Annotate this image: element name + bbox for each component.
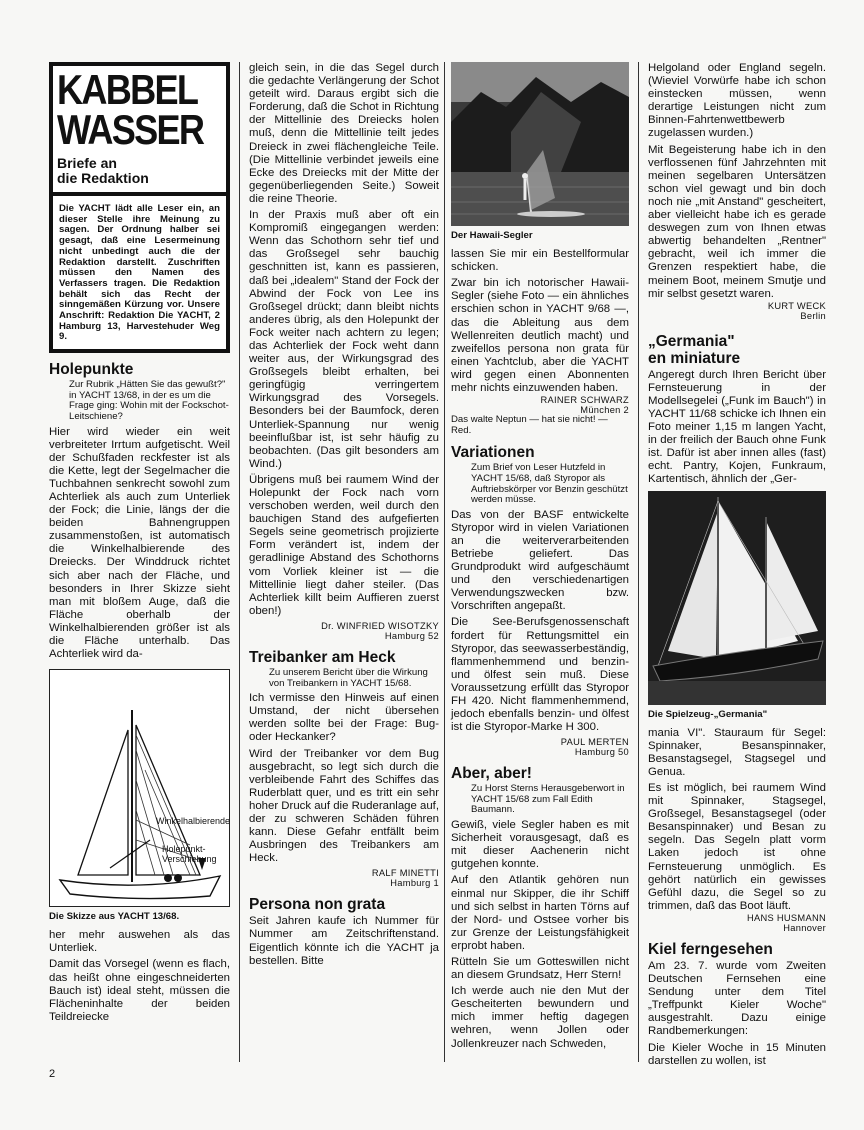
signature-treibanker [249,868,439,888]
intro-treibanker: Zu unserem Bericht über die Wirkung von Treibankern in YACHT 15/68. [269,666,428,689]
masthead-subtitle-1: Briefe an [57,155,117,171]
body-treibanker-2: Wird der Treibanker vor dem Bug ausgebracht, so legt sich durch die verbleibende Fahrt des Schiffes das Ruderblatt quer, und es tritt ein sehr hoher Druck auf die Ruderanlage auf, der zu schweren Schäden führen kann. Diese Gefahr entfällt beim Ausbringen des Treibankers am Heck. [249,747,439,865]
body-holepunkte-5: In der Praxis muß aber oft ein Kompromiß eingegangen werden: Wenn das Schothorn sehr tief und das Großsegel sehr bauchig geschnitten ist, kann es passieren, daß bei „idealem" Stand der Fock der Abwind der Fock von Lee ins Großsegel drückt; dann bleibt nichts anderes übrig, als den Holepunkt der Fock weiter nach achtern zu legen; das Achterliek der Fock weht dann weiter aus, der Wirkungsgrad des Großsegels bleibt erhalten, bei geringfügig verringertem Wirkungsgrad des Vorsegels. Besonders bei der Baumfock, deren Unterliek-Spannung nur wenig beeinflußbar ist, ist sehr häufig zu beobachten. (Das gilt besonders am Wind.) [249,209,439,470]
body-persona-1: Seit Jahren kaufe ich Nummer für Nummer am Zeitschriftenstand. Eigentlich könnte ich die YACHT ja bestellen. Bitte [249,915,439,967]
author-name: PAUL MERTEN [560,737,629,748]
body-treibanker-1: Ich vermisse den Hinweis auf einen Umstand, der nicht übersehen werden sollte bei der Frage: Bug- oder Heckanker? [249,692,439,744]
column-2 [249,62,439,971]
body-aber-4: Ich werde auch nie den Mut der Gescheiterten bewundern und mich immer heftig dagegen wehren, wenn Jollen oder Jollenkreuzer nach Schweden, [451,985,629,1050]
author-city: München 2 [580,405,629,416]
sketch-label-shift: Holepunkt-Verschiebung [162,844,217,865]
photo-hawaii-sailer [451,62,629,226]
body-aber-2: Auf den Atlantik gehören nun einmal nur Skipper, die ihr Schiff und sich selbst in harten Törns auf der Nord- und Ostsee vorher bis zur Grenze der Leistungsfähigkeit erprobt haben. [451,874,629,952]
body-persona-2: lassen Sie mir ein Bestellformular schicken. [451,248,629,274]
body-kiel-1: Am 23. 7. wurde vom Zweiten Deutschen Fernsehen eine Sendung unter dem Titel „Treffpunkt Kieler Woche" ausgestrahlt. Dazu einige Randbemerkungen: [648,959,826,1038]
editorial-notice: Die YACHT lädt alle Leser ein, an dieser Stelle ihre Meinung zu sagen. Der Ordnung halber sei gesagt, daß eine Lesermeinung nicht unbedingt auch die der Redaktion darstellt. Zuschriften müssen den Namen des Verfassers tragen. Die Redaktion behält sich das Recht der sinngemäßen Kürzung vor. Unsere Anschrift: Redaktion Die YACHT, 2 Hamburg 13, Harvestehuder Weg 9. [49,196,230,353]
author-name: HANS HUSMANN [746,912,826,923]
signature-germania [648,913,826,933]
caption-hawaii-photo: Der Hawaii-Segler [451,230,533,241]
body-holepunkte-4: gleich sein, in die das Segel durch die gedachte Verlängerung der Schot geteilt wird. Daraus ergibt sich die Forderung, daß die Schot in Richtung der Mittellinie des Dreiecks holen muß, denn die Mittellinie teilt jedes Dreieck in zwei flächengleiche Teile. (Die Mittellinie verbindet jeweils eine Ecke des Dreiecks mit der Mitte der gegenüberliegenden Seite.) Soweit die reine Theorie. [249,62,439,205]
body-persona-3: Zwar bin ich notorischer Hawaii-Segler (siehe Foto — ein ähnliches erschien schon in YACHT 9/68 —, das die Ableitung aus dem Wellenreiten deutlich macht) und zweifellos persona non grata für einen Yachtclub, aber die YACHT wird gegen einen Abonnenten mehr nichts einzuwenden haben. [451,277,629,395]
photo-hawaii-sailer-image [451,62,629,226]
sail-sketch [49,669,230,907]
heading-kiel: Kiel ferngesehen [648,940,773,958]
editor-note: Das walte Neptun — hat sie nicht! — Red. [451,414,608,436]
author-name: KURT WECK [767,300,826,311]
masthead [49,62,230,196]
masthead-title-2: WASSER [57,106,204,153]
masthead-subtitle-2: die Redaktion [57,170,149,186]
photo-germania-model-image [648,491,826,705]
column-3 [451,62,629,1054]
author-city: Berlin [800,310,826,321]
heading-holepunkte: Holepunkte [49,361,134,379]
heading-persona: Persona non grata [249,896,386,914]
column-1 [49,62,230,1027]
author-name: Dr. WINFRIED WISOTZKY [321,620,439,631]
author-city: Hamburg 50 [574,747,629,758]
body-aber-5: Helgoland oder England segeln. (Wieviel Vorwürfe habe ich schon einstecken müssen, wenn derartige Leistungen nicht zum Binnen-Fahrtenwettbewerb zugelassen wurden.) [648,62,826,140]
signature-aber [648,301,826,321]
signature-holepunkte [249,621,439,641]
body-kiel-2: Die Kieler Woche in 15 Minuten darstellen zu wollen, ist [648,1041,826,1067]
body-holepunkte-1: Hier wird wieder ein weit verbreiteter Irrtum aufgetischt. Weil der Schußfaden reckfester ist als die Kette, legt der Segelmacher die Tuchbahnen senkrecht sowohl zum Achterliek als auch zum Unterliek der Fock; die Linie, längs der die beiden Bahnengruppen zusammenstoßen, ist automatisch die Winkelhalbierende des Dreiecks. Der Winddruck richtet sich aber nach der Fläche, und besonders in Ihrer Skizze sieht man mit bloßem Auge, daß die Fläche oberhalb der Winkelhalbierenden größer ist als die Fläche unterhalb. Das Achterliek wird da- [49,425,230,661]
column-4 [648,62,826,1071]
caption-germania-photo: Die Spielzeug-„Germania" [648,708,768,720]
page-number: 2 [49,1068,56,1080]
author-city: Hamburg 52 [384,630,439,641]
heading-aber: Aber, aber! [451,765,532,783]
signature-persona [451,395,629,415]
intro-aber: Zu Horst Sterns Herausgeberwort in YACHT 15/68 zum Fall Edith Baumann. [471,783,625,816]
sketch-label-bisector: Winkelhalbierende [156,816,231,827]
masthead-title-1: KABBEL [57,66,198,113]
heading-germania-1: „Germania" [648,332,735,350]
body-germania-3: Es ist möglich, bei raumem Wind mit Spinnaker, Stagsegel, Großsegel, Besanstagsegel (oder Besanspinnaker) und Besan zu segeln. Das Segeln platt vorm Laken jedoch ist ohne Fernsteuerung unmöglich. Es gehört natürlich ein gewisses Gefühl dazu, die Segel so zu trimmen, daß das Boot läuft. [648,782,826,912]
sail-sketch-drawing [50,670,229,906]
body-holepunkte-2: her mehr auswehen als das Unterliek. [49,929,230,955]
heading-treibanker: Treibanker am Heck [249,648,396,666]
column-rule [239,62,240,1062]
body-holepunkte-3: Damit das Vorsegel (wenn es flach, das heißt ohne eingeschneiderten Bauch ist) ideal steht, müssen die Flächeninhalte der beiden Teildreiecke [49,958,230,1023]
author-city: Hamburg 1 [390,878,439,889]
body-aber-6: Mit Begeisterung habe ich in den verflossenen fünf Jahrzehnten mit meinen segelbaren Untersätzen schon viel gewagt und bin doch noch nie „mit Anstand" gescheitert, aber vielleicht habe ich es gerade deswegen zum von Ihnen etwas abwertig behandelten „Rentner" gebracht, weil ich immer die Grenzen respektiert habe, die meinem Boot, meinem Smutje und mir selbst gesetzt waren. [648,143,826,300]
signature-variationen [451,737,629,757]
body-variationen-2: Die See-Berufsgenossenschaft fordert für Rettungsmittel ein Styropor, das seewasserbeständig, flammenhemmend und benzin- und ölfest sein muß. Diese Voraussetzung erfüllt das Styropor FH 420. Nicht flammenhemmend, jedoch ebenfalls benzin- und ölfest ist die Styropor-Marke H 300. [451,616,629,734]
author-city: Hannover [783,922,826,933]
heading-variationen: Variationen [451,444,535,462]
body-aber-1: Gewiß, viele Segler haben es mit Sicherheit vorausgesagt, daß es mit dieser Aachenerin nicht gutgehen konnte. [451,819,629,871]
author-name: RAINER SCHWARZ [540,395,629,406]
author-name: RALF MINETTI [371,868,439,879]
body-holepunkte-6: Übrigens muß bei raumem Wind der Holepunkt der Fock nach vorn verschoben werden, weil durch den bauchigen Stand des aufgefierten Segels seine geometrisch projizierte Form verändert ist, indem der geradlinige Abstand des Schothorns vom Vorliek kleiner ist — die Mittellinie liegt daher steiler. (Das Achterliek killt beim Auffieren zuerst oben!) [249,473,439,617]
body-aber-3: Rütteln Sie um Gotteswillen nicht an diesem Grundsatz, Herr Stern! [451,956,629,982]
body-variationen-1: Das von der BASF entwickelte Styropor wird in vielen Variationen an die weiterverarbeitenden Betriebe geliefert. Das Grundprodukt wird aufgeschäumt und den verschiedenartigen Verwendungszwecken bzw. Vorschriften angepaßt. [451,508,629,613]
caption-sketch: Die Skizze aus YACHT 13/68. [49,911,180,923]
column-rule [638,62,639,1062]
photo-germania-model [648,491,826,705]
column-rule [444,62,445,1062]
heading-germania-2: en miniature [648,349,741,367]
body-germania-2: mania VI". Stauraum für Segel: Spinnaker, Besanspinnaker, Besanstagsegel, Stagsegel und Genua. [648,726,826,778]
body-germania-1: Angeregt durch Ihren Bericht über Fernsteuerung in der Modellsegelei („Funk im Bauch") in YACHT 11/68 schicke ich Ihnen ein Foto meiner 1,15 m langen Yacht, in der freilich der Bauch ohne Funk ist. Dafür ist aber innen alles (fast) echt. Pantry, Kojen, Funkraum, Kartentisch, ähnlich der „Ger- [648,368,826,486]
intro-holepunkte: Zur Rubrik „Hätten Sie das gewußt?" in YACHT 13/68, in der es um die Frage ging: Wohin mit der Fockschot-Leitschiene? [69,379,229,422]
intro-variationen: Zum Brief von Leser Hutzfeld in YACHT 15/68, daß Styropor als Auftriebskörper vor Benzin geschützt werden müsse. [471,462,628,506]
